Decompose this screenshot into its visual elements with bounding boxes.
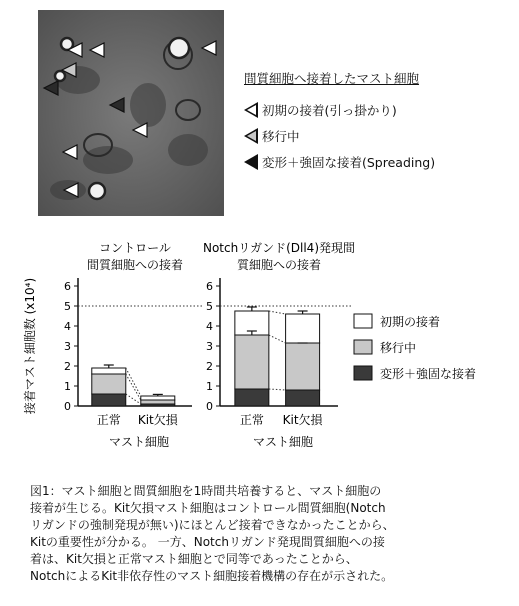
bar-segment	[235, 335, 269, 389]
legend-item-spreading	[244, 149, 435, 175]
segment-connector	[269, 389, 286, 390]
y-tick-label: 0	[206, 400, 213, 413]
legend-title: 間質細胞へ接着したマスト細胞	[244, 71, 420, 86]
y-tick-label: 2	[206, 360, 213, 373]
category-label: Kit欠損	[137, 413, 178, 427]
y-axis-label: 接着マスト細胞数 (x10⁴)	[23, 277, 37, 415]
bar-segment	[141, 400, 175, 404]
y-tick-label: 2	[64, 360, 71, 373]
segment-connector	[269, 335, 286, 343]
y-tick-label: 5	[64, 300, 71, 313]
segment-connector	[126, 368, 141, 396]
filled-triangle-icon	[244, 154, 258, 170]
legend-label: 移行中	[380, 341, 417, 355]
x-axis-label: マスト細胞	[252, 435, 314, 449]
legend-item-early	[244, 97, 435, 123]
y-tick-label: 0	[64, 400, 71, 413]
legend-swatch	[354, 366, 372, 380]
caption-line: 図1：マスト細胞と間質細胞を1時間共培養すると、マスト細胞の	[30, 484, 382, 498]
caption-line: 着は、Kit欠損と正常マスト細胞とで同等であったことから、	[30, 552, 358, 566]
adhesion-bar-chart	[20, 236, 510, 476]
bar-segment	[92, 368, 126, 374]
y-tick-label: 4	[64, 320, 71, 333]
legend-swatch	[354, 340, 372, 354]
y-tick-label: 1	[206, 380, 213, 393]
legend-swatch	[354, 314, 372, 328]
legend-item-label: 初期の接着(引っ掛かり)	[262, 103, 397, 118]
y-tick-label: 4	[206, 320, 213, 333]
category-label: Kit欠損	[282, 413, 323, 427]
bar-segment	[92, 394, 126, 406]
open-triangle-icon	[244, 102, 258, 118]
panel-title: Notchリガンド(Dll4)発現間	[202, 241, 356, 255]
legend-item-transition	[244, 123, 435, 149]
category-label: 正常	[239, 413, 264, 427]
bar-segment	[286, 314, 320, 343]
y-tick-label: 3	[206, 340, 213, 353]
bar-segment	[286, 343, 320, 390]
legend-item-label: 変形＋強固な接着(Spreading)	[262, 155, 436, 170]
legend-label: 変形＋強固な接着	[380, 367, 477, 381]
y-tick-label: 5	[206, 300, 213, 313]
category-label: 正常	[96, 413, 121, 427]
panel-title: コントロール	[99, 241, 171, 255]
caption-line: リガンドの強制発現が無い)にほとんど接着できなかったことから、	[30, 518, 395, 532]
micrograph-image	[38, 10, 224, 216]
y-tick-label: 3	[64, 340, 71, 353]
y-tick-label: 6	[206, 280, 213, 293]
segment-connector	[269, 311, 286, 314]
bar-segment	[92, 374, 126, 394]
caption-line: Kitの重要性が分かる。 一方、Notchリガンド発現間質細胞への接	[30, 535, 385, 549]
x-axis-label: マスト細胞	[108, 435, 170, 449]
legend-item-label: 移行中	[262, 129, 300, 144]
panel-title: 質細胞への接着	[236, 258, 322, 272]
caption-line: NotchによるKit非依存性のマスト細胞接着機構の存在が示された。	[30, 569, 394, 583]
bar-segment	[141, 396, 175, 400]
bar-segment	[235, 389, 269, 406]
y-tick-label: 1	[64, 380, 71, 393]
panel-title: 間質細胞への接着	[86, 258, 184, 272]
micrograph-legend	[244, 69, 435, 175]
y-tick-label: 6	[64, 280, 71, 293]
grey-triangle-icon	[244, 128, 258, 144]
figure-caption	[30, 483, 500, 585]
legend-label: 初期の接着	[380, 315, 441, 329]
caption-line: 接着が生じる。Kit欠損マスト細胞はコントロール間質細胞(Notch	[30, 501, 386, 515]
segment-connector	[126, 374, 141, 400]
bar-segment	[286, 390, 320, 406]
